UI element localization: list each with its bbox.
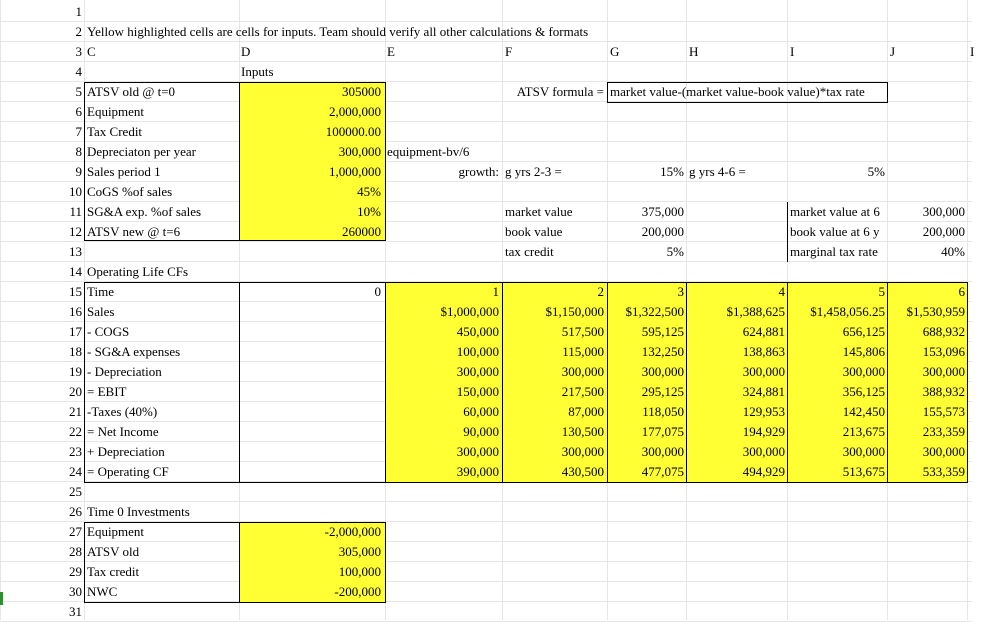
cell-c3[interactable]: C [87,44,96,59]
cell-i11[interactable]: market value at 6 [790,204,880,219]
cell-f18[interactable]: 115,000 [562,344,604,359]
cell-g15[interactable]: 3 [677,284,684,299]
cell-i16[interactable]: $1,458,056.25 [810,304,885,319]
cell-h23[interactable]: 300,000 [742,444,785,459]
cell-j16[interactable]: $1,530,959 [906,304,965,319]
cell-i21[interactable]: 142,450 [842,404,885,419]
cell-j11[interactable]: 300,000 [922,204,965,219]
cell-c16[interactable]: Sales [87,304,115,319]
cell-d3[interactable]: D [241,44,251,59]
cell-j19[interactable]: 300,000 [922,364,965,379]
row-number[interactable]: 28 [69,544,82,559]
cell-f11[interactable]: market value [505,204,573,219]
row-number[interactable]: 25 [69,484,82,499]
row-number[interactable]: 12 [69,224,82,239]
cell-i20[interactable]: 356,125 [842,384,885,399]
cell-d15[interactable]: 0 [374,284,381,299]
cell-e21[interactable]: 60,000 [463,404,499,419]
cell-d11[interactable]: 10% [357,204,381,219]
cell-h24[interactable]: 494,929 [742,464,785,479]
row-number[interactable]: 13 [69,244,82,259]
border [887,282,888,483]
cell-g19[interactable]: 300,000 [641,364,684,379]
cell-i12[interactable]: book value at 6 y [790,224,880,239]
cell-c27[interactable]: Equipment [87,524,145,539]
cell-j13[interactable]: 40% [941,244,965,259]
row-number[interactable]: 24 [69,464,82,479]
cell-i15[interactable]: 5 [878,284,885,299]
row-number[interactable]: 14 [69,264,82,279]
cell-f23[interactable]: 300,000 [561,444,604,459]
cell-c6[interactable]: Equipment [87,104,145,119]
cell-j3[interactable]: J [890,44,896,59]
cell-c8[interactable]: Depreciaton per year [87,144,196,159]
cell-i23[interactable]: 300,000 [842,444,885,459]
cell-c28[interactable]: ATSV old [87,544,140,559]
row-number[interactable]: 30 [69,584,82,599]
cell-c24[interactable]: = Operating CF [87,464,169,479]
cell-e23[interactable]: 300,000 [456,444,499,459]
row-number[interactable]: 4 [75,64,82,79]
cell-f21[interactable]: 87,000 [568,404,604,419]
row-number[interactable]: 16 [69,304,82,319]
cell-c5[interactable]: ATSV old @ t=0 [87,84,176,99]
cell-j22[interactable]: 233,359 [922,424,965,439]
cell-c21[interactable]: -Taxes (40%) [87,404,158,419]
row-number[interactable]: 21 [69,404,82,419]
row-number[interactable]: 9 [75,164,82,179]
cell-d5[interactable]: 305000 [342,84,381,99]
cell-e22[interactable]: 90,000 [463,424,499,439]
cell-d29[interactable]: 100,000 [338,564,381,579]
cell-c26[interactable]: Time 0 Investments [87,504,190,519]
cell-e3[interactable]: E [387,44,395,59]
cell-e16[interactable]: $1,000,000 [440,304,499,319]
cell-f13[interactable]: tax credit [505,244,554,259]
row-selection-marker [0,592,3,605]
border [385,282,386,483]
cell-g22[interactable]: 177,075 [641,424,684,439]
row-number[interactable]: 5 [75,84,82,99]
row-number[interactable]: 29 [69,564,82,579]
cell-j24[interactable]: 533,359 [922,464,965,479]
cell-f22[interactable]: 130,500 [561,424,604,439]
cell-i3[interactable]: I [790,44,795,59]
row-number[interactable]: 18 [69,344,82,359]
cell-c14[interactable]: Operating Life CFs [87,264,189,279]
cell-d10[interactable]: 45% [357,184,381,199]
cell-h16[interactable]: $1,388,625 [726,304,785,319]
cell-i24[interactable]: 513,675 [842,464,885,479]
cell-c29[interactable]: Tax credit [87,564,140,579]
cell-e9[interactable]: growth: [458,164,499,179]
cell-e20[interactable]: 150,000 [456,384,499,399]
row-grid-line [0,61,972,62]
cell-h20[interactable]: 324,881 [742,384,785,399]
cell-e17[interactable]: 450,000 [456,324,499,339]
border [502,282,503,483]
row-number[interactable]: 26 [69,504,82,519]
border [787,202,788,262]
cell-h15[interactable]: 4 [778,284,785,299]
cell-c23[interactable]: + Depreciation [87,444,165,459]
cell-d7[interactable]: 100000.00 [325,124,381,139]
cell-g13[interactable]: 5% [666,244,684,259]
cell-f20[interactable]: 217,500 [561,384,604,399]
cell-f3[interactable]: F [505,44,513,59]
cell-c10[interactable]: CoGS %of sales [87,184,173,199]
cell-c30[interactable]: NWC [87,584,118,599]
cell-c7[interactable]: Tax Credit [87,124,143,139]
border [686,282,687,483]
cell-h21[interactable]: 129,953 [742,404,785,419]
cell-c19[interactable]: - Depreciation [87,364,162,379]
border [607,282,608,483]
cell-g5[interactable]: market value-(market value-book value)*tax rate [610,84,865,99]
row-number[interactable]: 2 [75,24,82,39]
cell-c17[interactable]: - COGS [87,324,130,339]
cell-h3[interactable]: H [689,44,699,59]
cell-f16[interactable]: $1,150,000 [545,304,604,319]
cell-h9[interactable]: g yrs 4-6 = [689,164,746,179]
cell-j20[interactable]: 388,932 [922,384,965,399]
row-number[interactable]: 11 [69,204,82,219]
cell-i9[interactable]: 5% [867,164,885,179]
cell-i18[interactable]: 145,806 [842,344,885,359]
cell-d8[interactable]: 300,000 [338,144,381,159]
cell-j21[interactable]: 155,573 [922,404,965,419]
row-number[interactable]: 19 [69,364,82,379]
row-number[interactable]: 1 [75,4,82,19]
cell-g21[interactable]: 118,050 [642,404,684,419]
cell-g24[interactable]: 477,075 [641,464,684,479]
cell-f15[interactable]: 2 [597,284,604,299]
cell-j15[interactable]: 6 [958,284,965,299]
row-number[interactable]: 31 [69,604,82,619]
cell-c2[interactable]: Yellow highlighted cells are cells for inputs. Team should verify all other calculations & formats [87,24,589,39]
cell-k3[interactable]: I [970,44,975,59]
row-number[interactable]: 17 [69,324,82,339]
cell-c15[interactable]: Time [87,284,114,299]
border [239,82,240,241]
row-number[interactable]: 7 [75,124,82,139]
cell-h19[interactable]: 300,000 [742,364,785,379]
cell-g9[interactable]: 15% [660,164,684,179]
cell-f9[interactable]: g yrs 2-3 = [505,164,562,179]
row-number[interactable]: 15 [69,284,82,299]
grid-line [0,0,1,620]
row-number[interactable]: 23 [69,444,82,459]
row-number[interactable]: 3 [75,44,82,59]
cell-h17[interactable]: 624,881 [742,324,785,339]
cell-d4[interactable]: Inputs [241,64,274,79]
cell-d27[interactable]: -2,000,000 [324,524,381,539]
cell-g3[interactable]: G [610,44,620,59]
cell-c12[interactable]: ATSV new @ t=6 [87,224,181,239]
row-number[interactable]: 6 [75,104,82,119]
cell-c20[interactable]: = EBIT [87,384,127,399]
cell-j17[interactable]: 688,932 [922,324,965,339]
cell-d30[interactable]: -200,000 [334,584,381,599]
cell-f17[interactable]: 517,500 [561,324,604,339]
cell-g16[interactable]: $1,322,500 [625,304,684,319]
cell-c9[interactable]: Sales period 1 [87,164,161,179]
cell-e18[interactable]: 100,000 [456,344,499,359]
row-number[interactable]: 22 [69,424,82,439]
cell-f12[interactable]: book value [505,224,563,239]
cell-g20[interactable]: 295,125 [641,384,684,399]
cell-e19[interactable]: 300,000 [456,364,499,379]
row-number[interactable]: 20 [69,384,82,399]
cell-f19[interactable]: 300,000 [561,364,604,379]
cell-d6[interactable]: 2,000,000 [329,104,381,119]
cell-g12[interactable]: 200,000 [641,224,684,239]
cell-c18[interactable]: - SG&A expenses [87,344,181,359]
cell-i17[interactable]: 656,125 [842,324,885,339]
cell-d9[interactable]: 1,000,000 [329,164,381,179]
cell-f24[interactable]: 430,500 [561,464,604,479]
cell-e8[interactable]: equipment-bv/6 [387,144,470,159]
cell-i22[interactable]: 213,675 [842,424,885,439]
cell-g17[interactable]: 595,125 [641,324,684,339]
cell-f5[interactable]: ATSV formula = [516,84,604,99]
cell-j18[interactable]: 153,096 [922,344,965,359]
cell-g11[interactable]: 375,000 [641,204,684,219]
cell-i19[interactable]: 300,000 [842,364,885,379]
cell-i13[interactable]: marginal tax rate [790,244,878,259]
cell-e24[interactable]: 390,000 [456,464,499,479]
cell-j12[interactable]: 200,000 [922,224,965,239]
cell-d28[interactable]: 305,000 [338,544,381,559]
row-number[interactable]: 10 [69,184,82,199]
row-number[interactable]: 27 [69,524,82,539]
border [239,282,240,483]
cell-g18[interactable]: 132,250 [641,344,684,359]
cell-d12[interactable]: 260000 [342,224,381,239]
cell-g23[interactable]: 300,000 [641,444,684,459]
row-number[interactable]: 8 [75,144,82,159]
cell-j23[interactable]: 300,000 [922,444,965,459]
border [239,522,240,603]
cell-e15[interactable]: 1 [492,284,499,299]
border [787,282,788,483]
cell-c11[interactable]: SG&A exp. %of sales [87,204,202,219]
cell-c22[interactable]: = Net Income [87,424,159,439]
cell-h18[interactable]: 138,863 [742,344,785,359]
cell-h22[interactable]: 194,929 [742,424,785,439]
